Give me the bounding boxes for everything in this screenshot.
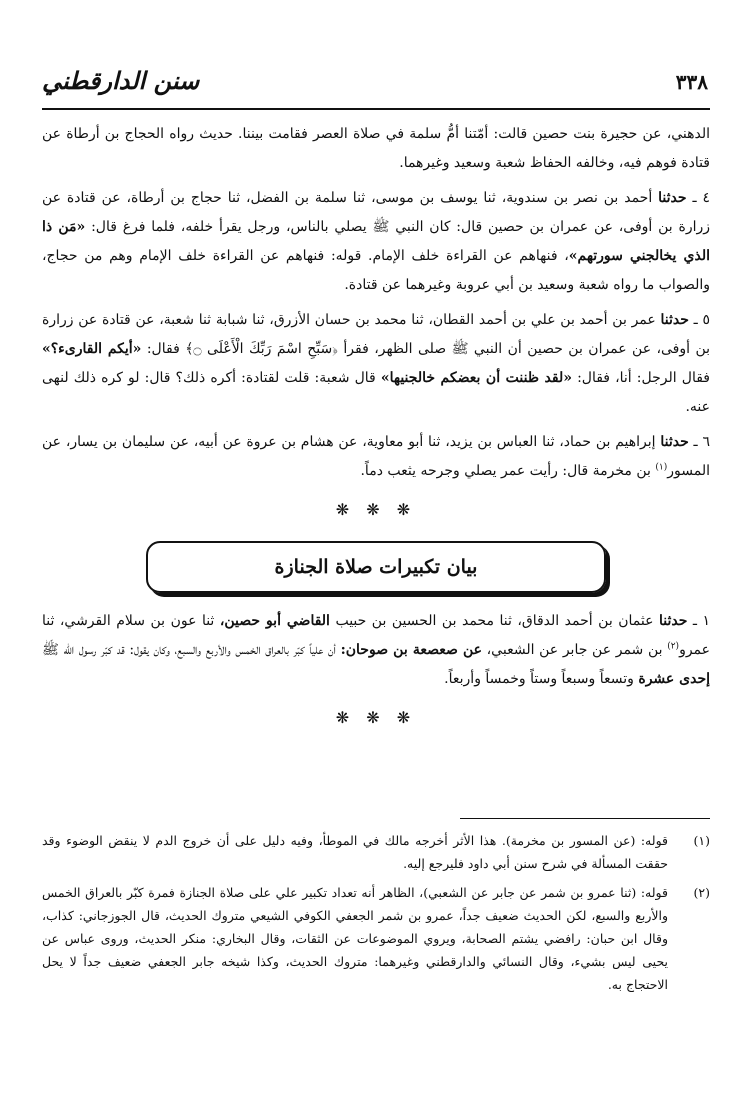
- hadith-text: قال شعبة: قلت لقتادة: أكره ذلك؟ قال: لو كره ذلك لنهى عنه.: [42, 370, 710, 415]
- hadith-text: عمر بن أحمد بن علي بن أحمد القطان، ثنا محمد بن حسان الأزرق، ثنا شبابة ثنا شعبة، عن قتادة عن زرارة بن أوفى، عن عمران بن حصين أن النبي ﷺ صلى الظهر، فقرأ: [42, 312, 710, 357]
- hadith-text: ، فنهاهم عن القراءة خلف الإمام. قوله: فنهاهم عن القراءة خلف الإمام وهم من حجاج، والصواب ما رواه شعبة وسعيد بن أبي عروبة وغيرهما عن قتادة.: [42, 248, 710, 293]
- running-title: سنن الدارقطني: [42, 66, 200, 95]
- hadith-6: [42, 428, 710, 486]
- footnote-rule: [460, 818, 710, 819]
- footnote-ref[interactable]: (٢): [667, 641, 680, 652]
- hadith-text: ثنا عون بن سلام القرشي، ثنا عمرو: [42, 613, 710, 658]
- page-number: ٣٣٨: [675, 70, 708, 94]
- hadith-4: [42, 184, 710, 300]
- quran-verse: ﴿سَبِّحِ اسْمَ رَبِّكَ الْأَعْلَى ۝﴾: [185, 341, 338, 357]
- main-text: [42, 120, 710, 749]
- footnote-marker: (١): [693, 833, 710, 848]
- section-separator: ❋ ❋ ❋: [335, 500, 417, 519]
- footnote-2: [42, 881, 710, 996]
- haddathana-word: حدثنا: [658, 613, 688, 629]
- hadith-text: أن علياً كبّر بالعراق الخمس والأربع والسبع، وكان يقول: قد كبّر رسول الله ﷺ: [42, 642, 341, 658]
- hadith-number: ١ ـ: [687, 613, 710, 629]
- emphasis-text: إحدى عشرة: [638, 671, 710, 687]
- haddathana-word: حدثنا: [658, 190, 687, 206]
- paragraph-text: الدهني، عن حجيرة بنت حصين قالت: أمّتنا أمُّ سلمة في صلاة العصر فقامت بيننا. حديث رواه الحجاج بن أرطاة عن قتادة فوهم فيه، وخالفه الحفاظ شعبة وسعيد وغيرهما.: [42, 126, 710, 171]
- paragraph-continuation: [42, 120, 710, 178]
- footnote-text: قوله: (ثنا عمرو بن شمر عن جابر عن الشعبي)، الظاهر أنه تعداد تكبير علي على صلاة الجنازة فمرة كبّر بالعراق الخمس والأربع والسبع، لكن الحديث ضعيف جداً، عمرو بن شمر الجعفي الكوفي الشيعي متروك الحديث، قال الجوزجاني: كذاب، وقال ابن حبان: رافضي يشتم الصحابة، ويروي الموضوعات عن الثقات، وقال البخاري: منكر الحديث، وروى عباس عن يحيى ليس بشيء، وقال النسائي والدارقطني وغيرهما: متروك الحديث، وكذا شيخه جابر الجعفي ضعيف جداً لا يحل الاحتجاج به.: [42, 885, 668, 992]
- hadith-text: عثمان بن أحمد الدقاق، ثنا محمد بن الحسين بن حبيب: [329, 613, 659, 629]
- hadith-number: ٤ ـ: [686, 190, 710, 206]
- hadith-text: بن مخرمة قال: رأيت عمر يصلي وجرحه يثعب دماً.: [360, 463, 656, 479]
- hadith-text: أحمد بن نصر بن سندوية، ثنا يوسف بن موسى، ثنا سلمة بن الفضل، ثنا حجاج بن أرطاة، عن قتادة عن زرارة بن أوفى، عن عمران بن حصين قال: كان النبي ﷺ يصلي بالناس، ورجل يقرأ خلفه، فلما فرغ قال:: [42, 190, 710, 235]
- haddathana-word: حدثنا: [660, 434, 689, 450]
- hadith-text: فقال الرجل: أنا، فقال:: [571, 370, 710, 386]
- header-rule: [42, 108, 710, 110]
- footnote-marker: (٢): [693, 885, 710, 900]
- hadith-text: وتسعاً وسبعاً وستاً وخمساً وأربعاً.: [444, 671, 639, 687]
- prophetic-quote: «أيكم القارىء؟»: [42, 341, 142, 357]
- narrator-name: عن صعصعة بن صوحان:: [340, 642, 482, 658]
- prophetic-quote: «مَن ذا الذي يخالجني سورتهم»: [42, 219, 710, 264]
- footnote-text: قوله: (عن المسور بن مخرمة). هذا الأثر أخرجه مالك في الموطأ، وفيه دليل على أن خروج الدم لا ينقض الوضوء وقد حققت المسألة في شرح سنن أبي داود فليرجع إليه.: [42, 833, 668, 871]
- section-separator: ❋ ❋ ❋: [335, 708, 417, 727]
- section-heading-box: [146, 541, 606, 593]
- page-header: [42, 66, 708, 106]
- footnote-1: [42, 829, 710, 875]
- hadith-1: [42, 607, 710, 694]
- narrator-name: القاضي أبو حصين،: [219, 613, 330, 629]
- hadith-text: فقال:: [141, 341, 186, 357]
- hadith-5: [42, 306, 710, 422]
- section-title: بيان تكبيرات صلاة الجنازة: [274, 556, 478, 578]
- hadith-text: بن شمر عن جابر عن الشعبي،: [481, 642, 668, 658]
- hadith-number: ٥ ـ: [688, 312, 710, 328]
- prophetic-quote: «لقد ظننت أن بعضكم خالجنيها»: [380, 370, 572, 386]
- footnotes: [42, 818, 710, 1002]
- haddathana-word: حدثنا: [660, 312, 689, 328]
- hadith-number: ٦ ـ: [688, 434, 710, 450]
- hadith-text: إبراهيم بن حماد، ثنا العباس بن يزيد، ثنا أبو معاوية، عن هشام بن عروة عن أبيه، عن سليمان بن يسار، عن المسور: [42, 434, 710, 479]
- footnote-ref[interactable]: (١): [655, 462, 668, 473]
